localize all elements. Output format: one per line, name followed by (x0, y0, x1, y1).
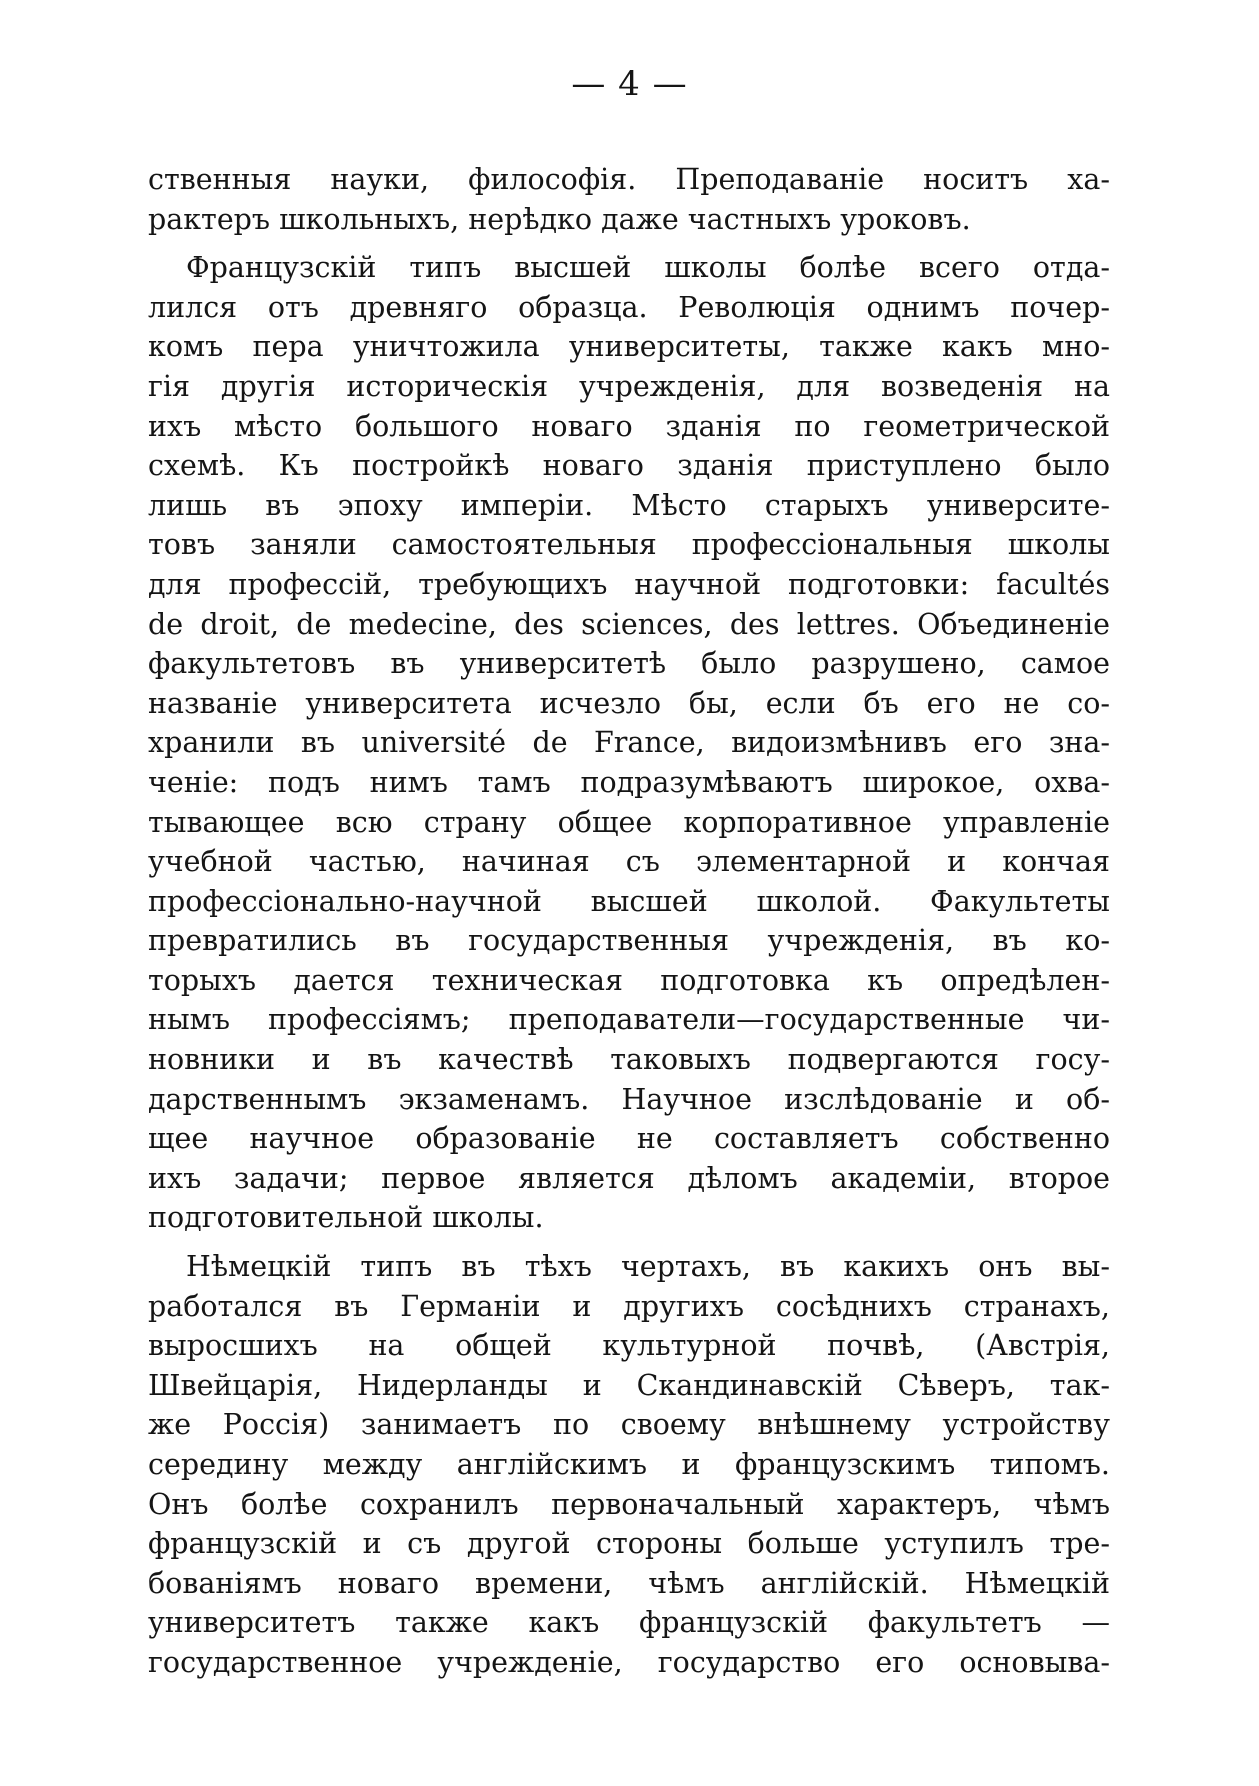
text-line: учебной частью, начиная съ элементарной и кончая (148, 845, 1110, 879)
text-line: государственное учрежденіе, государство его основыва- (148, 1645, 1110, 1679)
text-line: de droit, de medecine, des sciences, des lettres. Объединеніе (148, 607, 1110, 641)
text-line: Французскій типъ высшей школы болѣе всего отда- (186, 251, 1110, 285)
paragraph (148, 1247, 1110, 1683)
body-text (148, 160, 1110, 1683)
text-line: факультетовъ въ университетѣ было разрушено, самое (148, 647, 1110, 681)
text-line: лился отъ древняго образца. Революція однимъ почер- (148, 290, 1110, 324)
text-line: хранили въ université de France, видоизмѣнивъ его зна- (148, 726, 1110, 760)
text-line: для профессій, требующихъ научной подготовки: facultés (148, 567, 1110, 601)
text-line: щее научное образованіе не составляетъ собственно (148, 1122, 1110, 1156)
page-number: — 4 — (571, 64, 688, 104)
text-line: гія другія историческія учрежденія, для возведенія на (148, 369, 1110, 403)
text-line: университетъ также какъ французскій факультетъ — (148, 1606, 1110, 1640)
text-line: подготовительной школы. (148, 1201, 544, 1235)
text-line: ихъ задачи; первое является дѣломъ академіи, второе (148, 1161, 1110, 1195)
text-line: Онъ болѣе сохранилъ первоначальный характеръ, чѣмъ (148, 1487, 1110, 1521)
text-line: ственныя науки, философія. Преподаваніе носитъ ха- (148, 163, 1110, 196)
text-line: ченіе: подъ нимъ тамъ подразумѣваютъ широкое, охва- (148, 765, 1110, 799)
text-line: Нѣмецкій типъ въ тѣхъ чертахъ, въ какихъ онъ вы- (186, 1250, 1110, 1284)
text-line: лишь въ эпоху имперіи. Мѣсто старыхъ университе- (148, 488, 1110, 522)
text-line: торыхъ дается техническая подготовка къ опредѣлен- (148, 963, 1110, 997)
text-line: тывающее всю страну общее корпоративное управленіе (148, 805, 1110, 839)
text-line: схемѣ. Къ постройкѣ новаго зданія приступлено было (148, 449, 1110, 483)
text-line: новники и въ качествѣ таковыхъ подвергаются госу- (148, 1043, 1110, 1077)
text-line: середину между англійскимъ и французскимъ типомъ. (148, 1448, 1110, 1481)
text-line: французскій и съ другой стороны больше уступилъ тре- (148, 1527, 1110, 1561)
text-line: нымъ профессіямъ; преподаватели—государственные чи- (148, 1003, 1110, 1037)
text-line: названіе университета исчезло бы, если бъ его не со- (148, 686, 1110, 720)
text-line: выросшихъ на общей культурной почвѣ, (Австрія, (148, 1329, 1110, 1363)
text-line: Швейцарія, Нидерланды и Скандинавскій Сѣверъ, так- (148, 1368, 1110, 1402)
text-line: же Россія) занимаетъ по своему внѣшнему устройству (148, 1408, 1110, 1442)
paragraph (148, 160, 1110, 239)
text-line: бованіямъ новаго времени, чѣмъ англійскій. Нѣмецкій (148, 1566, 1110, 1600)
text-line: превратились въ государственныя учрежденія, въ ко- (148, 924, 1110, 958)
text-line: профессіонально-научной высшей школой. Факультеты (148, 884, 1110, 918)
paragraph (148, 248, 1110, 1238)
text-line: комъ пера уничтожила университеты, также какъ мно- (148, 330, 1110, 364)
text-line: рактеръ школьныхъ, нерѣдко даже частныхъ уроковъ. (148, 202, 971, 236)
text-line: товъ заняли самостоятельныя профессіональныя школы (148, 528, 1110, 562)
text-line: ихъ мѣсто большого новаго зданія по геометрической (148, 409, 1110, 443)
text-line: работался въ Германіи и другихъ сосѣднихъ странахъ, (148, 1289, 1110, 1323)
text-line: дарственнымъ экзаменамъ. Научное изслѣдованіе и об- (148, 1082, 1110, 1116)
